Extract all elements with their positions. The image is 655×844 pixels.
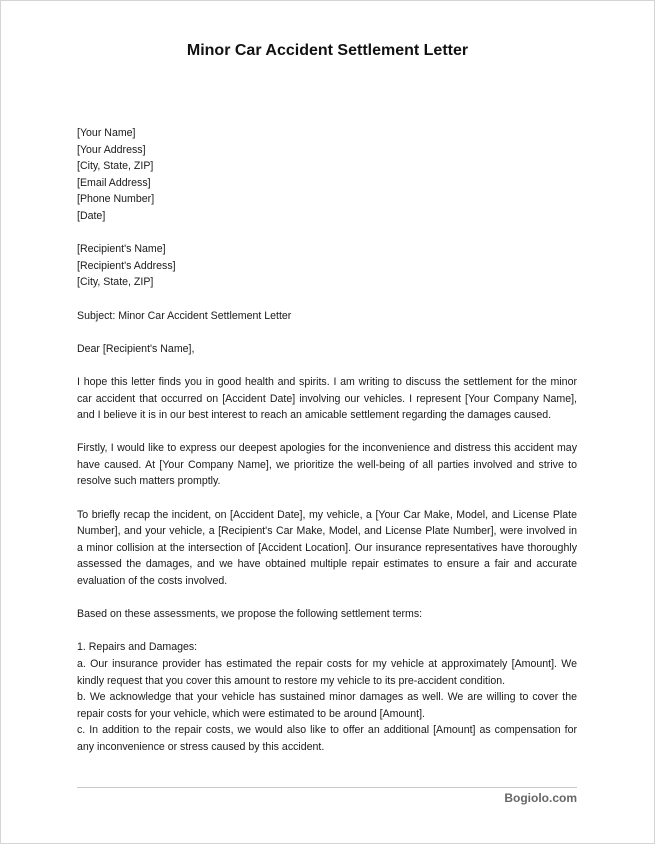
term-b: b. We acknowledge that your vehicle has sustained minor damages as well. We are willing to cover the repair costs for your vehicle, which were estimated to be around [Amount]. bbox=[77, 691, 577, 720]
salutation: Dear [Recipient's Name], bbox=[77, 342, 195, 355]
paragraph-intro: I hope this letter finds you in good health and spirits. I am writing to discuss the settlement for the minor car accident that occurred on [Accident Date] involving our vehicles. I represent [Your Company Name], and I believe it is in our best interest to reach an amicable settlement regarding the damages caused. bbox=[77, 375, 577, 422]
sender-block bbox=[77, 125, 577, 225]
paragraph-apology: Firstly, I would like to express our deepest apologies for the inconvenience and distress this accident may have caused. At [Your Company Name], we prioritize the well-being of all parties involved and strive to resolve such matters promptly. bbox=[77, 442, 577, 488]
sender-email: [Email Address] bbox=[77, 176, 151, 189]
footer-brand: Bogiolo.com bbox=[504, 791, 577, 805]
letter-body bbox=[77, 125, 577, 756]
term-c: c. In addition to the repair costs, we would also like to offer an additional [Amount] as compensation for any inconvenience or stress caused by this accident. bbox=[77, 724, 577, 753]
sender-address: [Your Address] bbox=[77, 143, 146, 156]
paragraph-recap: To briefly recap the incident, on [Accident Date], my vehicle, a [Your Car Make, Model, and License Plate Number], and your vehicle, a [Recipient's Car Make, Model, and License Plate Number], were involved in a minor collision at the intersection of [Accident Location]. Our insurance representatives have thoroughly assessed the damages, and we have obtained multiple repair estimates to ensure a fair and accurate evaluation of the costs involved. bbox=[77, 508, 577, 588]
recipient-city: [City, State, ZIP] bbox=[77, 276, 154, 289]
recipient-address: [Recipient's Address] bbox=[77, 259, 176, 272]
recipient-name: [Recipient's Name] bbox=[77, 243, 166, 256]
sender-phone: [Phone Number] bbox=[77, 193, 155, 206]
letter-date: [Date] bbox=[77, 209, 106, 222]
sender-name: [Your Name] bbox=[77, 127, 136, 139]
subject-line: Subject: Minor Car Accident Settlement Letter bbox=[77, 309, 292, 322]
terms-heading: 1. Repairs and Damages: bbox=[77, 641, 198, 654]
sender-city: [City, State, ZIP] bbox=[77, 160, 154, 173]
document-title: Minor Car Accident Settlement Letter bbox=[186, 42, 469, 59]
paragraph-proposal: Based on these assessments, we propose the following settlement terms: bbox=[77, 608, 423, 621]
recipient-block bbox=[77, 241, 577, 291]
term-a: a. Our insurance provider has estimated the repair costs for my vehicle at approximately [Amount]. We kindly request that you cover this amount to restore my vehicle to its pre-accident condition. bbox=[77, 658, 577, 687]
footer-divider bbox=[77, 787, 577, 788]
